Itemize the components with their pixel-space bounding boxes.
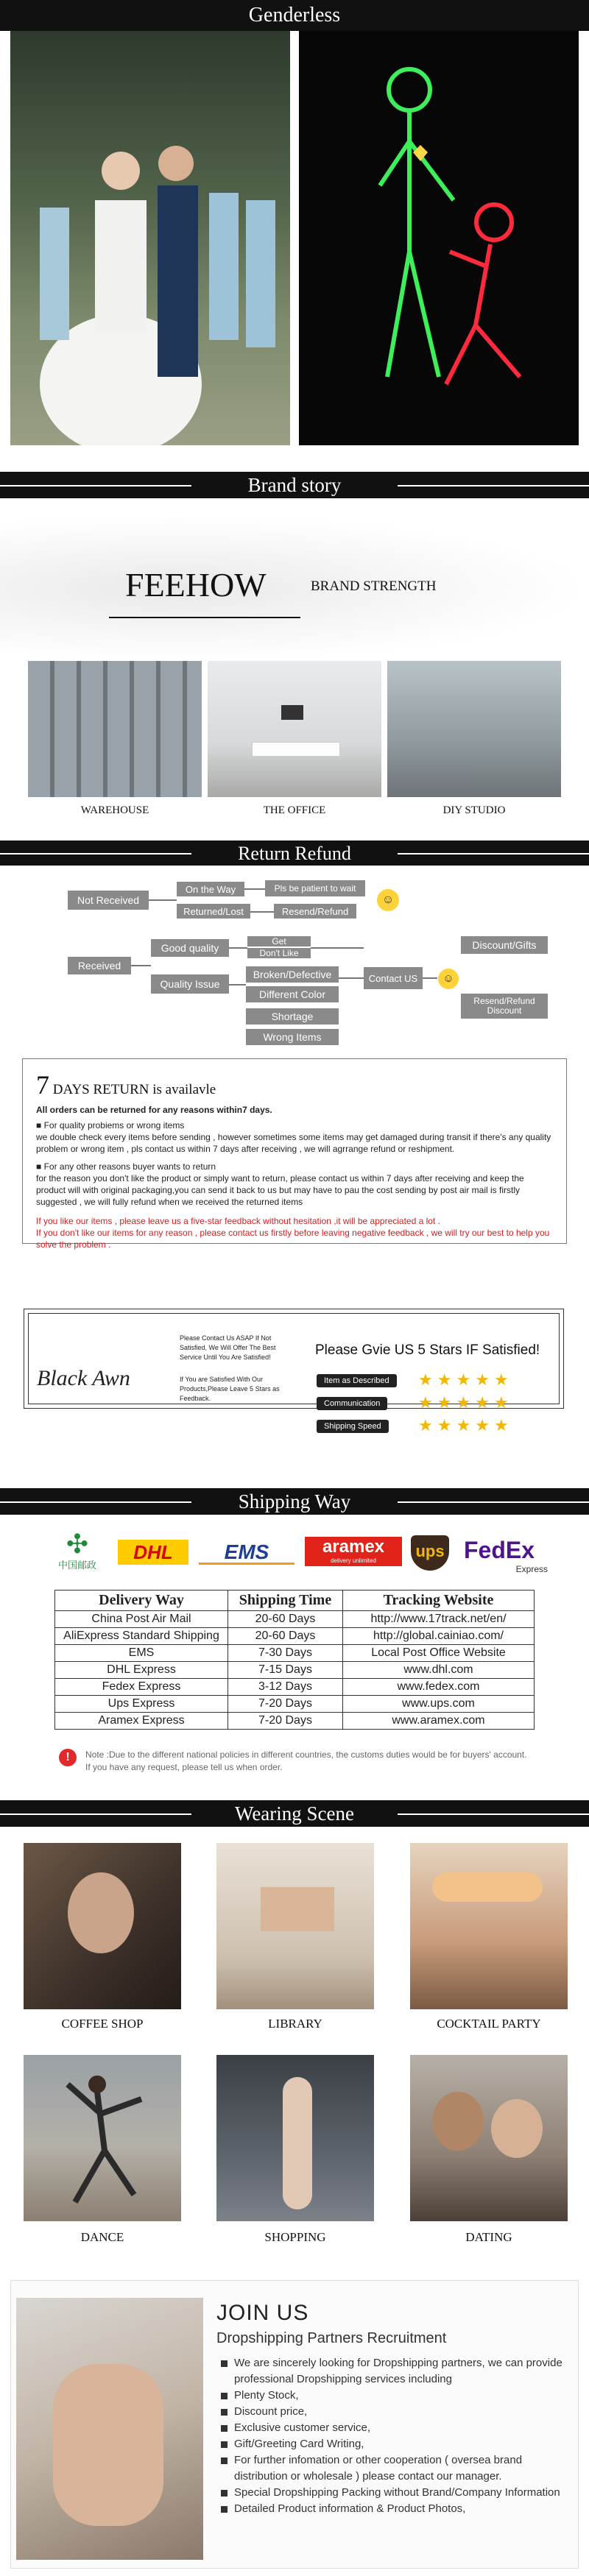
- cell: DHL Express: [55, 1662, 228, 1679]
- header-line-left: [0, 1501, 191, 1503]
- dating-photo: [410, 2055, 568, 2221]
- warning-icon: !: [59, 1749, 77, 1766]
- return-policy-title: [36, 1069, 553, 1100]
- section-header-return-refund: [0, 841, 589, 866]
- star-icon: ★: [456, 1393, 471, 1412]
- return-paragraph-1: ■ For quality probiems or wrong items we double check every items before sending , however sometimes some items may get damaged during transit if there's any quality problem or wrong item , pls contact us within 7 days after receiving , we will agrrange refund or reshipment.: [36, 1120, 551, 1154]
- cell: 20-60 Days: [228, 1611, 343, 1628]
- cell: www.ups.com: [343, 1696, 535, 1713]
- flow-arrow: [311, 947, 364, 949]
- flow-arrow: [149, 899, 177, 901]
- table-header-row: [55, 1590, 535, 1611]
- rating-label-shipping: Shipping Speed: [317, 1420, 389, 1433]
- library-photo: [216, 1843, 374, 2009]
- coffee-shop-photo: [24, 1843, 181, 2009]
- flow-discount-gifts: Discount/Gifts: [461, 936, 548, 954]
- list-item: We are sincerely looking for Dropshipping partners, we can provide professional Dropshipping services including: [221, 2355, 573, 2388]
- flow-arrow: [229, 984, 246, 986]
- header-line-right: [398, 485, 589, 486]
- table-row: [55, 1645, 535, 1662]
- star-icon: ★: [475, 1370, 490, 1389]
- flow-resend-refund: Resend/Refund: [274, 904, 356, 919]
- cocktail-party-photo: [410, 1843, 568, 2009]
- fedex-logo: [464, 1537, 552, 1574]
- list-item: Detailed Product information & Product Photos,: [221, 2501, 573, 2517]
- col-delivery-way: Delivery Way: [55, 1590, 228, 1611]
- cell: EMS: [55, 1645, 228, 1662]
- return-policy-box: [22, 1058, 567, 1250]
- cell: 3-12 Days: [228, 1679, 343, 1696]
- caption-shopping: SHOPPING: [264, 2230, 326, 2244]
- flow-broken: Broken/Defective: [246, 966, 339, 983]
- list-item: Exclusive customer service,: [221, 2420, 573, 2436]
- section-title: Wearing Scene: [235, 1802, 354, 1825]
- brand-name: FEEHOW: [125, 566, 267, 604]
- star-icon: ★: [437, 1370, 452, 1389]
- star-icon: ★: [418, 1416, 433, 1434]
- col-shipping-time: Shipping Time: [228, 1590, 343, 1611]
- join-us-photo: [16, 2298, 203, 2560]
- table-row: [55, 1611, 535, 1628]
- cell: Ups Express: [55, 1696, 228, 1713]
- header-line-left: [0, 1814, 191, 1815]
- header-line-right: [398, 1814, 589, 1815]
- header-line-right: [398, 1501, 589, 1503]
- header-line-right: [398, 853, 589, 854]
- caption-cocktail-party: COCKTAIL PARTY: [437, 2017, 541, 2031]
- happy-emoji-icon: ☺: [438, 969, 459, 989]
- flow-different-color: Different Color: [246, 986, 339, 1002]
- flow-received: Received: [68, 957, 131, 974]
- return-red-note-1: If you like our items , please leave us a five-star feedback without hesitation ,it will be appreciated a lot .: [36, 1216, 440, 1226]
- brand-signature: Black Awn: [37, 1366, 130, 1390]
- cell: 7-15 Days: [228, 1662, 343, 1679]
- fedex-subtext: Express: [515, 1564, 548, 1574]
- cell: China Post Air Mail: [55, 1611, 228, 1628]
- star-icon: ★: [418, 1370, 433, 1389]
- list-item: Special Dropshipping Packing without Brand/Company Information: [221, 2485, 573, 2501]
- warehouse-photo: [28, 661, 202, 797]
- flow-shortage: Shortage: [246, 1008, 339, 1025]
- section-title: Brand story: [247, 474, 342, 496]
- cell: 7-20 Days: [228, 1696, 343, 1713]
- star-rating-row: [418, 1416, 513, 1435]
- ems-logo: EMS: [199, 1540, 294, 1565]
- dance-photo: [24, 2055, 181, 2221]
- star-icon: ★: [493, 1416, 509, 1434]
- neon-art-photo: [299, 31, 579, 445]
- return-days-number: 7: [36, 1070, 49, 1100]
- china-post-logo: [44, 1531, 110, 1571]
- star-icon: ★: [493, 1370, 509, 1389]
- join-us-list: [221, 2355, 573, 2517]
- list-item: For further infomation or other cooperation ( oversea brand distribution or wholesale ) please contact our manager.: [221, 2452, 573, 2485]
- caption-coffee-shop: COFFEE SHOP: [61, 2017, 144, 2031]
- header-line-left: [0, 485, 191, 486]
- star-icon: ★: [437, 1393, 452, 1412]
- join-us-subtitle: Dropshipping Partners Recruitment: [216, 2330, 447, 2346]
- brand-strength: BRAND STRENGTH: [311, 578, 437, 594]
- col-tracking-website: Tracking Website: [343, 1590, 535, 1611]
- cell: Aramex Express: [55, 1713, 228, 1730]
- flow-returned-lost: Returned/Lost: [177, 904, 250, 919]
- shipping-table: [54, 1590, 535, 1730]
- section-title: Genderless: [248, 4, 341, 26]
- caption-dating: DATING: [465, 2230, 512, 2244]
- table-row: [55, 1662, 535, 1679]
- star-icon: ★: [437, 1416, 452, 1434]
- aramex-text: aramex: [322, 1537, 385, 1557]
- flow-not-received: Not Received: [68, 891, 149, 910]
- customs-note: Note :Due to the different national policies in different countries, the customs duties would be for buyers' account. If you have any request, please tell us when order.: [85, 1749, 527, 1772]
- china-post-icon: ✣: [66, 1529, 89, 1559]
- cell: Fedex Express: [55, 1679, 228, 1696]
- cell: http://www.17track.net/en/: [343, 1611, 535, 1628]
- flow-dont-like: Don't Like: [247, 948, 311, 958]
- flow-arrow: [423, 977, 437, 979]
- cell: 7-30 Days: [228, 1645, 343, 1662]
- feedback-headline: Please Gvie US 5 Stars IF Satisfied!: [315, 1342, 540, 1358]
- star-icon: ★: [475, 1393, 490, 1412]
- dhl-logo: DHL: [118, 1540, 188, 1565]
- smile-emoji-icon: ☺: [377, 889, 399, 911]
- return-subtitle: All orders can be returned for any reasons within7 days.: [36, 1105, 272, 1115]
- list-item: Plenty Stock,: [221, 2388, 573, 2404]
- china-post-text: 中国邮政: [57, 1560, 96, 1571]
- aramex-subtext: delivery unlimited: [331, 1557, 376, 1564]
- cell: www.aramex.com: [343, 1713, 535, 1730]
- diy-studio-photo: [387, 661, 561, 797]
- cell: AliExpress Standard Shipping: [55, 1628, 228, 1645]
- section-header-brand-story: [0, 472, 589, 498]
- return-paragraph-2: ■ For any other reasons buyer wants to return for the reason you don't like the product or simply want to return, please contact us within 7 days after receiving and keep the product will with original packaging,you can send it back to us but may have to pau the cost sending by post air mail is firstly suggested , we will fully refund when we received the returned items: [36, 1161, 524, 1207]
- join-us-title: JOIN US: [216, 2301, 309, 2325]
- list-item: Discount price,: [221, 2404, 573, 2420]
- caption-diy-studio: DIY STUDIO: [442, 804, 506, 816]
- caption-dance: DANCE: [80, 2230, 124, 2244]
- rating-label-communication: Communication: [317, 1397, 387, 1410]
- caption-library: LIBRARY: [268, 2017, 322, 2031]
- star-rating-row: [418, 1370, 513, 1390]
- star-icon: ★: [493, 1393, 509, 1412]
- table-row: [55, 1679, 535, 1696]
- flow-arrow: [244, 888, 265, 890]
- office-photo: [208, 661, 381, 797]
- world-map-background: [0, 515, 589, 662]
- star-icon: ★: [418, 1393, 433, 1412]
- star-icon: ★: [456, 1370, 471, 1389]
- flow-get: Get: [247, 936, 311, 946]
- shopping-photo: [216, 2055, 374, 2221]
- flow-arrow: [339, 977, 364, 979]
- flow-wrong-items: Wrong Items: [246, 1029, 339, 1045]
- return-title-text: DAYS RETURN is availavle: [52, 1082, 216, 1097]
- section-title: Shipping Way: [238, 1490, 351, 1512]
- star-icon: ★: [475, 1416, 490, 1434]
- cell: www.dhl.com: [343, 1662, 535, 1679]
- flow-quality-issue: Quality Issue: [151, 974, 229, 994]
- list-item: Gift/Greeting Card Writing,: [221, 2436, 573, 2452]
- ups-logo: ups: [411, 1535, 449, 1571]
- feedback-left-text-2: If You are Satisfied With Our Products,Please Leave 5 Stars as Feedback.: [180, 1376, 280, 1402]
- caption-warehouse: WAREHOUSE: [80, 804, 149, 816]
- section-header-shipping-way: [0, 1488, 589, 1515]
- aramex-logo: [305, 1537, 402, 1566]
- flow-good-quality: Good quality: [151, 939, 229, 957]
- section-title: Return Refund: [238, 843, 351, 864]
- cell: 20-60 Days: [228, 1628, 343, 1645]
- caption-office: THE OFFICE: [263, 804, 326, 816]
- cell: www.fedex.com: [343, 1679, 535, 1696]
- flow-on-the-way: On the Way: [177, 882, 244, 896]
- return-red-note-2: If you don't like our items for any reason , please contact us firstly before leaving negative feedback , we will try our best to help you solve the problem .: [36, 1228, 550, 1250]
- flow-arrow: [250, 911, 274, 913]
- flow-pls-wait: Pls be patient to wait: [265, 880, 365, 896]
- header-line-left: [0, 853, 191, 854]
- section-header-genderless: [0, 0, 589, 31]
- brand-underline: [109, 617, 300, 618]
- rating-label-described: Item as Described: [317, 1374, 397, 1387]
- section-header-wearing-scene: [0, 1800, 589, 1827]
- table-row: [55, 1696, 535, 1713]
- fedex-text: FedEx: [464, 1537, 535, 1563]
- cell: http://global.cainiao.com/: [343, 1628, 535, 1645]
- feedback-left-text-1: Please Contact Us ASAP If Not Satisfied, We Will Offer The Best Service Until You Are Satisfied!: [180, 1334, 276, 1361]
- star-rating-row: [418, 1393, 513, 1412]
- table-row: [55, 1713, 535, 1730]
- cell: Local Post Office Website: [343, 1645, 535, 1662]
- flow-contact-us: Contact US: [364, 967, 423, 989]
- flow-arrow: [229, 947, 247, 949]
- wedding-photo: [10, 31, 290, 445]
- star-icon: ★: [456, 1416, 471, 1434]
- cell: 7-20 Days: [228, 1713, 343, 1730]
- flow-arrow: [131, 965, 151, 966]
- table-row: [55, 1628, 535, 1645]
- flow-resend-refund-discount: Resend/Refund Discount: [461, 994, 548, 1019]
